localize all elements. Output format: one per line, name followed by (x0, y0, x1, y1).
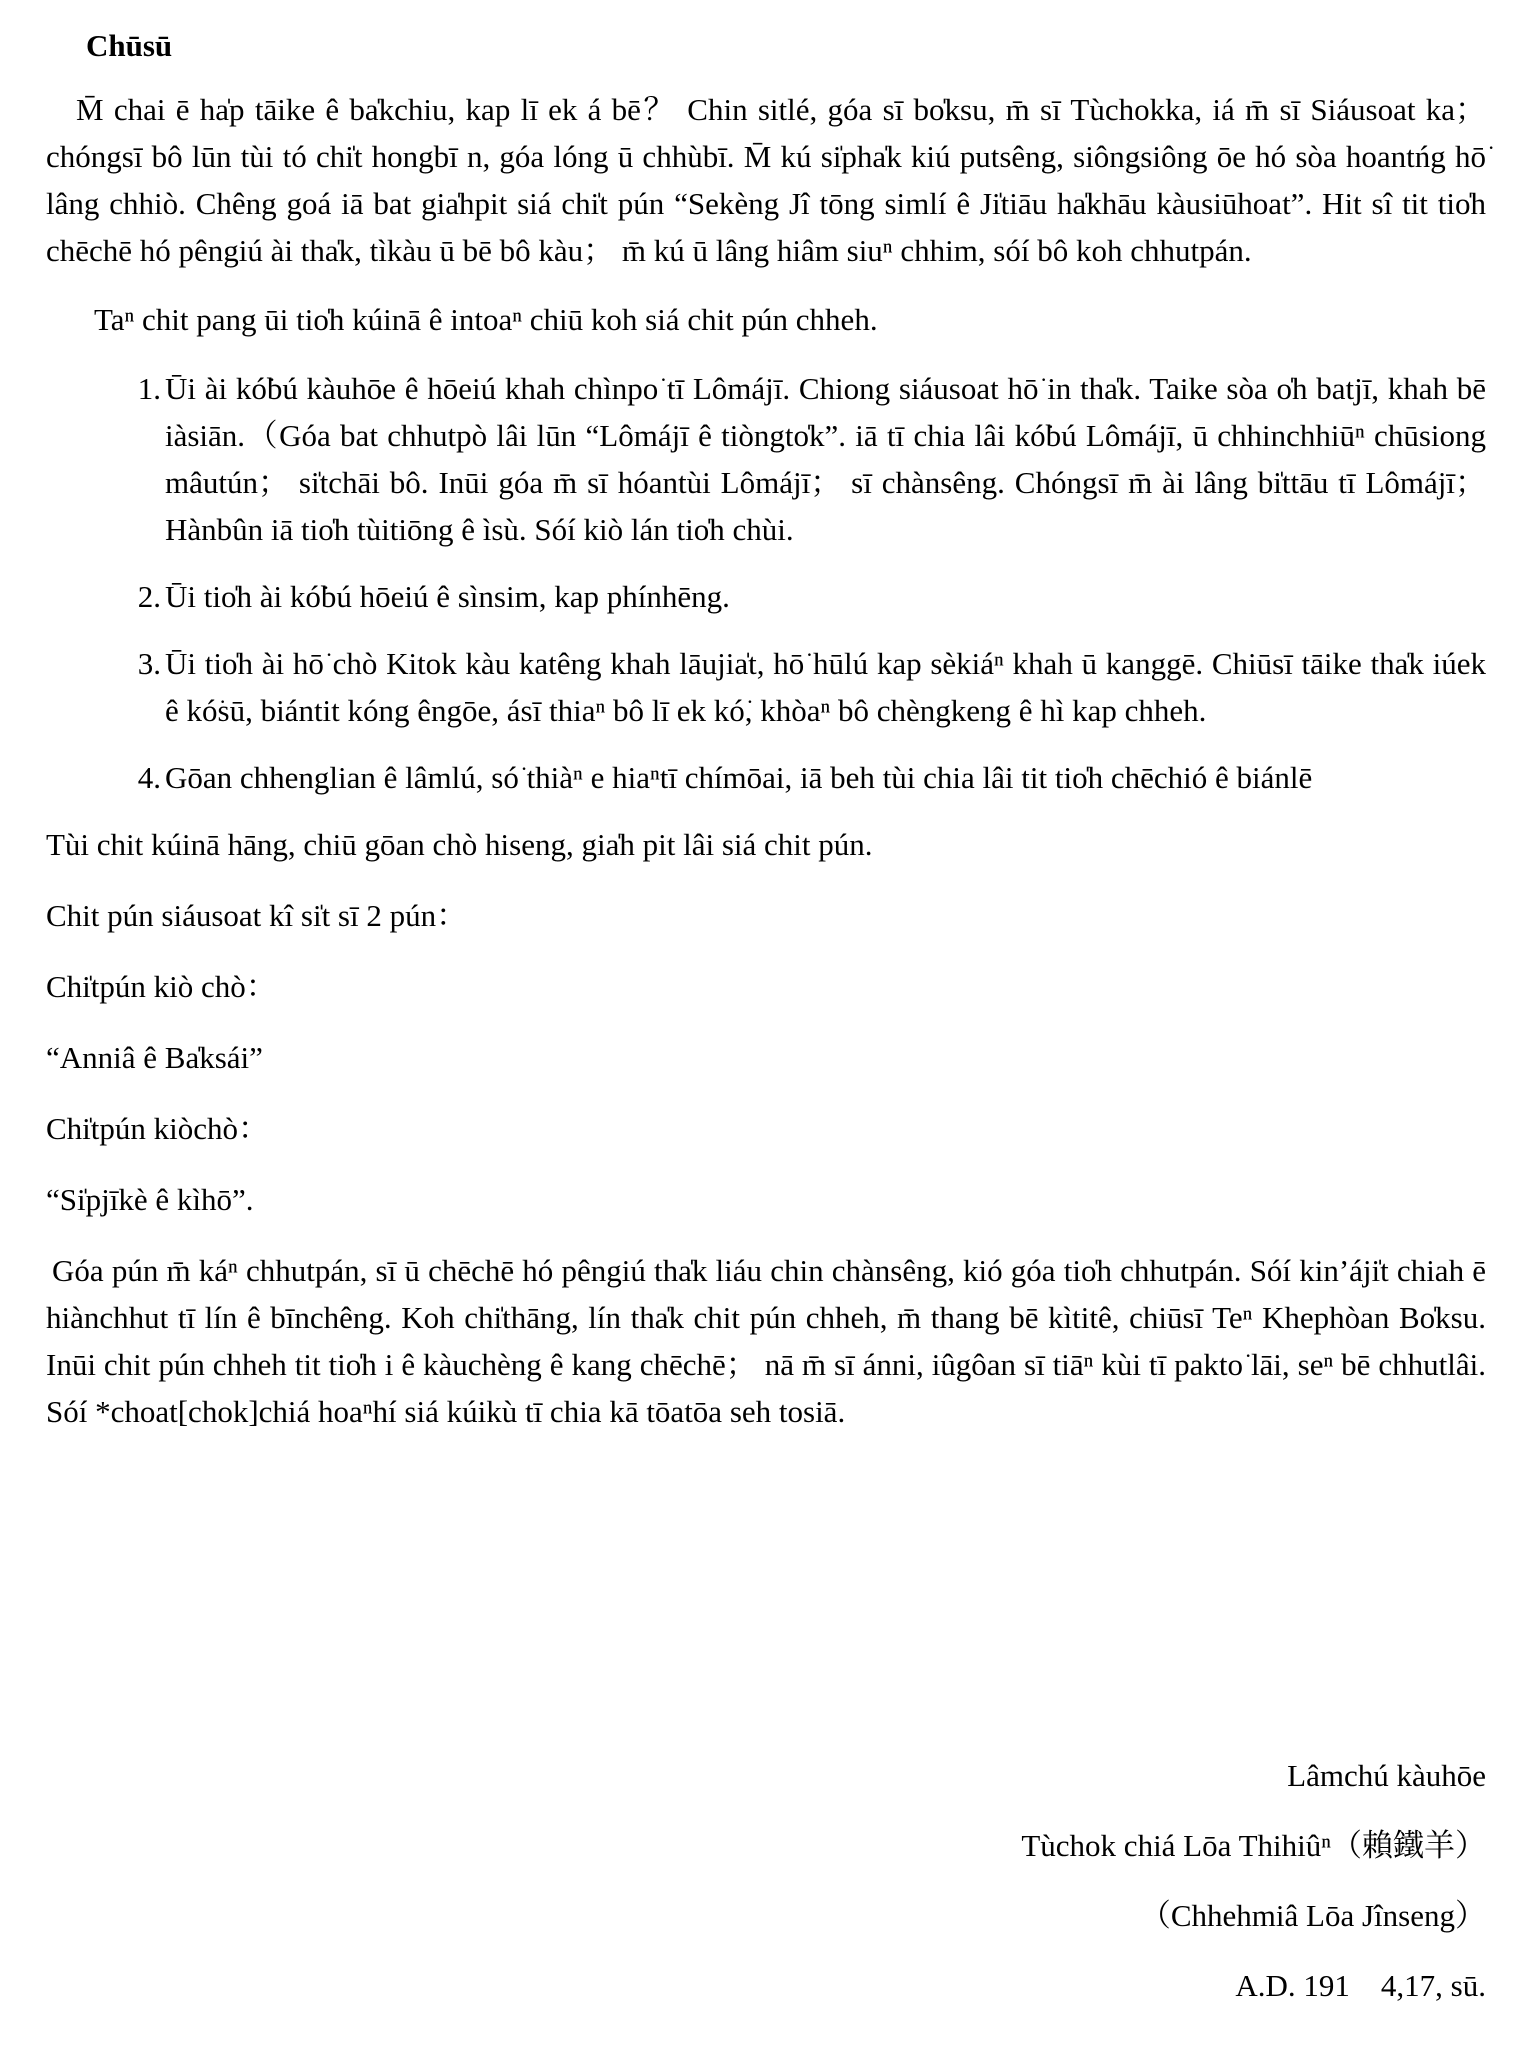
reasons-list (46, 365, 1486, 801)
signature-church: Lâmchú kàuhōe (1287, 1758, 1486, 1793)
list-item-text: Ūi tio̍h ài hō͘ chò Kitok kàu katêng khah lāujia̍t, hō͘ hūlú kap sèkiáⁿ khah ū kanggē. Chiūsī tāike tha̍k iúek ê kó͘sū, biántit kóng êngōe, ásī thiaⁿ bô lī ek kó͘, khòaⁿ bô chèngkeng ê hì kap chheh. (165, 646, 1486, 728)
list-item-number: 2. (137, 579, 161, 614)
signature-author: Tùchok chiá Lōa Thihiûⁿ（賴鐵羊） (1021, 1828, 1486, 1863)
signature-date: A.D. 191 4,17, sū. (1235, 1968, 1486, 2003)
paragraph-intro: M̄ chai ē ha̍p tāike ê ba̍kchiu, kap lī ek á bē？ Chin sitlé, góa sī bo̍ksu, m̄ sī Tùchokka, iá m̄ sī Siáusoat ka； chóngsī bô lūn tùi tó chi̍t hongbī n, góa lóng ū chhùbī. M̄ kú si̍pha̍k kiú putsêng, siôngsiông ōe hó sòa hoantńg hō͘ lâng chhiò. Chêng goá iā bat gia̍hpit siá chi̍t pún “Sekèng Jî tōng simlí ê Ji̍tiāu ha̍khāu kàusiūhoat”. Hit sî tit tio̍h chēchē hó pêngiú ài tha̍k, tìkàu ū bē bô kàu； m̄ kú ū lâng hiâm siuⁿ chhim, sóí bô koh chhutpán. (46, 92, 1486, 268)
list-item (46, 573, 1486, 620)
list-item-number: 3. (137, 646, 161, 681)
signature-penname: （Chhehmiâ Lōa Jînseng） (1139, 1898, 1486, 1933)
list-item-number: 4. (137, 760, 161, 795)
paragraph-closing: Góa pún m̄ káⁿ chhutpán, sī ū chēchē hó pêngiú tha̍k liáu chin chànsêng, kió góa tio̍h chhutpán. Sóí kin’áji̍t chiah ē hiànchhut tī lín ê bīnchêng. Koh chi̍thāng, lín tha̍k chit pún chheh, m̄ thang bē kìtitê, chiūsī Teⁿ Khephòan Bo̍ksu. Inūi chit pún chheh tit tio̍h i ê kàuchèng ê kang chēchē； nā m̄ sī ánni, iûgôan sī tiāⁿ kùi tī pakto͘ lāi, seⁿ bē chhutlâi. Sóí *choat[chok]chiá hoaⁿhí siá kúikù tī chia kā tōatōa seh tosiā. (46, 1253, 1486, 1429)
list-item-text: Gōan chhenglian ê lâmlú, só͘ thiàⁿ e hiaⁿtī chímōai, iā beh tùi chia lâi tit tio̍h chēchió ê biánlē (165, 760, 1313, 795)
section-heading: Chūsū (86, 28, 173, 63)
line-purpose: Tùi chit kúinā hāng, chiū gōan chò hiseng, gia̍h pit lâi siá chit pún. (46, 827, 873, 862)
first-book-title: “Anniâ ê Ba̍ksái” (46, 1040, 263, 1075)
list-item-number: 1. (137, 371, 161, 406)
list-item (46, 754, 1486, 801)
second-book-title: “Si̍pjīkè ê kìhō”. (46, 1182, 254, 1217)
document-body (46, 28, 1486, 1435)
list-item (46, 365, 1486, 553)
first-book-label: Chi̍tpún kiò chò： (46, 969, 277, 1004)
line-book-count: Chit pún siáusoat kî si̍t sī 2 pún： (46, 898, 468, 933)
list-item-text: Ūi ài kó͘bú kàuhōe ê hōeiú khah chìnpo͘ tī Lômájī. Chiong siáusoat hō͘ in tha̍k. Taike sòa o̍h batjī, khah bē iàsiān.（Góa bat chhutpò lâi lūn “Lômájī ê tiòngto̍k”. iā tī chia lâi kó͘bú Lômájī, ū chhinchhiūⁿ chūsiong mâutún； si̍tchāi bô. Inūi góa m̄ sī hóantùi Lômájī； sī chànsêng. Chóngsī m̄ ài lâng bi̍ttāu tī Lômájī； Hànbûn iā tio̍h tùitiōng ê ìsù. Sóí kiò lán tio̍h chùi. (165, 371, 1486, 547)
list-item (46, 640, 1486, 734)
paragraph-reasons-lead: Taⁿ chit pang ūi tio̍h kúinā ê intoaⁿ chiū koh siá chit pún chheh. (94, 302, 878, 337)
second-book-label: Chi̍tpún kiòchò： (46, 1111, 270, 1146)
list-item-text: Ūi tio̍h ài kó͘bú hōeiú ê sìnsim, kap phínhēng. (165, 579, 730, 614)
